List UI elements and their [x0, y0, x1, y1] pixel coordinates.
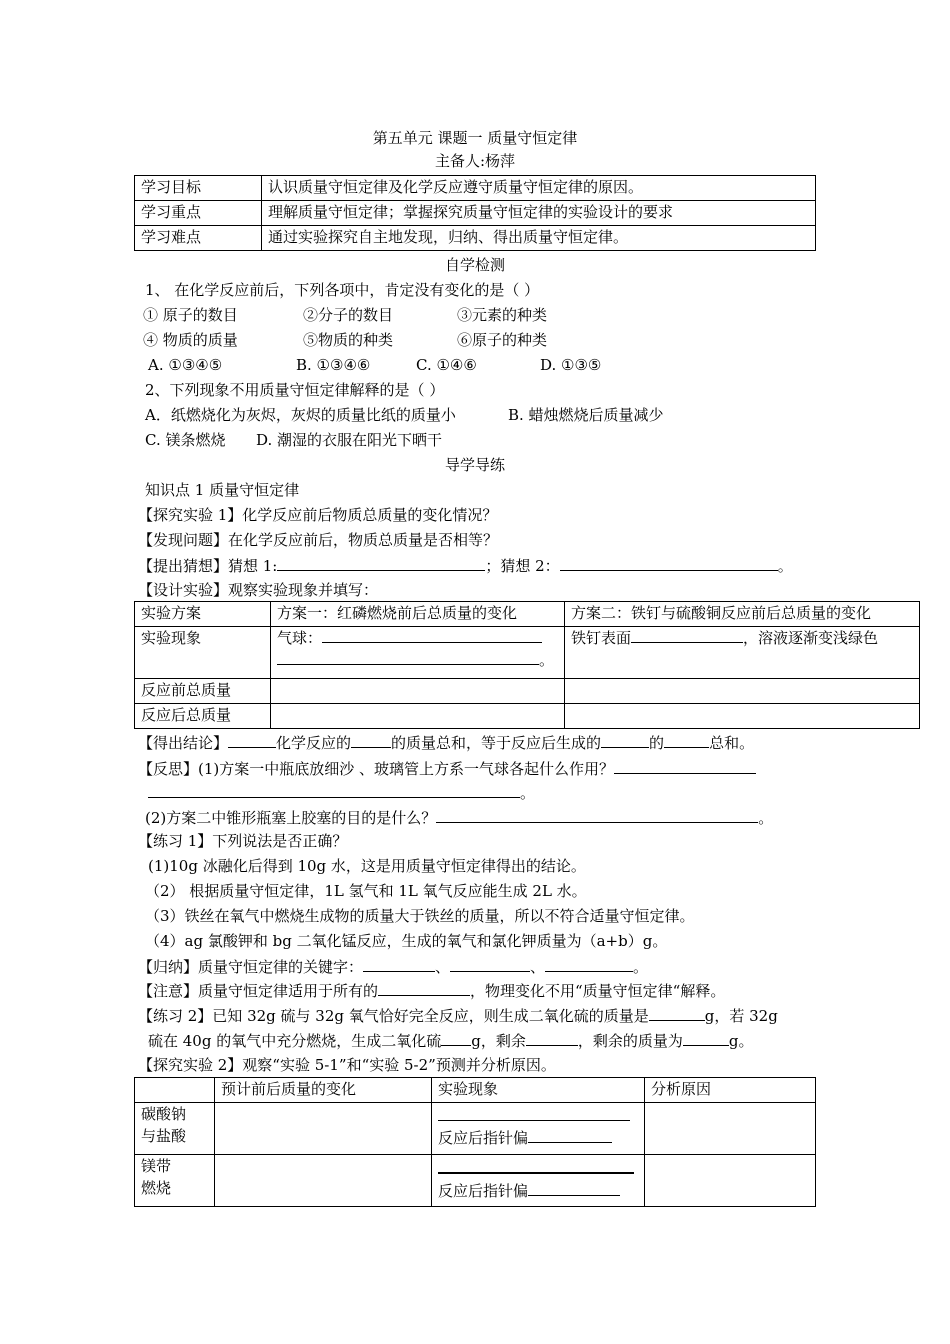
answer-blank[interactable]	[528, 1127, 612, 1143]
answer-blank[interactable]	[614, 758, 756, 774]
answer-blank[interactable]	[683, 1030, 729, 1046]
practice-text: ，剩余的质量为	[577, 1032, 683, 1050]
goal-text: 认识质量守恒定律及化学反应遵守质量守恒定律的原因。	[262, 176, 816, 201]
table-cell	[271, 627, 565, 679]
q1-option: D. ①③⑤	[540, 356, 602, 374]
guess-label: ；猜想 2：	[485, 557, 560, 575]
table-header: 分析原因	[645, 1078, 816, 1103]
note-text: ，物理变化不用“质量守恒定律“解释。	[470, 982, 726, 1000]
table-cell[interactable]	[271, 704, 565, 729]
table-row	[135, 1078, 816, 1103]
answer-blank[interactable]	[545, 956, 633, 972]
answer-blank[interactable]	[148, 782, 520, 798]
nail-label: ，溶液逐渐变浅绿色	[743, 629, 879, 647]
table-cell[interactable]	[271, 679, 565, 704]
goal-text: 理解质量守恒定律；掌握探究质量守恒定律的实验设计的要求	[262, 201, 816, 226]
q1-item: ②分子的数目	[303, 306, 394, 324]
knowledge-point: 知识点 1 质量守恒定律	[145, 481, 300, 499]
answer-blank[interactable]	[436, 807, 758, 823]
pointer-label: 反应后指针偏	[438, 1182, 529, 1200]
table-header: 方案一：红磷燃烧前后总质量的变化	[271, 602, 565, 627]
answer-blank[interactable]	[378, 980, 470, 996]
question-1: 1、 在化学反应前后，下列各项中，肯定没有变化的是（ ）	[145, 281, 540, 299]
practice-text: g。	[728, 1032, 754, 1050]
q1-option: C. ①④⑥	[416, 356, 477, 374]
goal-label: 学习重点	[135, 201, 262, 226]
table-cell[interactable]	[645, 1155, 816, 1207]
q2-option: B. 蜡烛燃烧后质量减少	[508, 406, 664, 424]
experiment-2-table	[134, 1077, 816, 1207]
table-cell[interactable]	[565, 704, 920, 729]
answer-blank[interactable]	[526, 1030, 578, 1046]
table-cell[interactable]	[215, 1155, 432, 1207]
page-title: 第五单元 课题一 质量守恒定律	[372, 129, 578, 147]
q2-option: C. 镁条燃烧	[145, 431, 226, 449]
row-label-text: 镁带	[141, 1157, 172, 1175]
answer-blank[interactable]	[649, 1005, 705, 1021]
punctuation: 、	[530, 958, 546, 976]
punctuation: 、	[435, 958, 451, 976]
punctuation: 。	[633, 958, 649, 976]
answer-blank[interactable]	[363, 956, 435, 972]
practice-text: g，若 32g	[704, 1007, 778, 1025]
practice-2-cont	[148, 1030, 753, 1051]
conclusion-text: 的质量总和，等于反应后生成的	[391, 734, 602, 752]
note-line	[138, 980, 725, 1001]
summary-text: 【归纳】质量守恒定律的关键字：	[138, 958, 364, 976]
answer-blank[interactable]	[228, 732, 276, 748]
practice-text: g，剩余	[471, 1032, 526, 1050]
practice-text: 硫在 40g 的氧气中充分燃烧，生成二氧化硫	[148, 1032, 442, 1050]
practice-item: （3）铁丝在氧气中燃烧生成物的质量大于铁丝的质量，所以不符合适量守恒定律。	[145, 907, 695, 925]
row-label-text: 与盐酸	[141, 1127, 187, 1145]
guess-label: 【提出猜想】猜想 1:	[138, 557, 278, 575]
row-label	[135, 1103, 215, 1155]
practice-item: (1)10g 冰融化后得到 10g 水，这是用质量守恒定律得出的结论。	[148, 857, 586, 875]
answer-blank[interactable]	[450, 956, 530, 972]
answer-blank[interactable]	[277, 649, 539, 665]
table-header: 方案二：铁钉与硫酸铜反应前后总质量的变化	[565, 602, 920, 627]
practice-item: （2） 根据质量守恒定律，1L 氢气和 1L 氧气反应能生成 2L 水。	[145, 882, 587, 900]
table-row	[135, 1155, 816, 1207]
conclusion-text: 总和。	[709, 734, 755, 752]
answer-blank[interactable]	[664, 732, 709, 748]
reflect-text: (2)方案二中锥形瓶塞上胶塞的目的是什么？	[145, 809, 437, 827]
problem-line: 【发现问题】在化学反应前后，物质总质量是否相等？	[138, 531, 499, 549]
practice-item: （4）ag 氯酸钾和 bg 二氧化锰反应，生成的氧气和氯化钾质量为（a+b）g。	[145, 932, 668, 950]
table-header: 实验现象	[432, 1078, 645, 1103]
table-header: 预计前后质量的变化	[215, 1078, 432, 1103]
answer-blank[interactable]	[277, 555, 485, 571]
table-row	[135, 1103, 816, 1155]
section-heading: 导学导练	[444, 456, 505, 474]
table-header: 实验方案	[135, 602, 271, 627]
conclusion-text: 化学反应的	[276, 734, 352, 752]
nail-label: 铁钉表面	[571, 629, 632, 647]
q1-item: ⑤物质的种类	[303, 331, 394, 349]
summary-line	[138, 956, 648, 977]
reflect-text: 【反思】(1)方案一中瓶底放细沙 、玻璃管上方系一气球各起什么作用？	[138, 760, 615, 778]
answer-blank[interactable]	[631, 627, 743, 643]
table-row	[135, 704, 920, 729]
note-text: 【注意】质量守恒定律适用于所有的	[138, 982, 379, 1000]
experiment-1: 【探究实验 1】化学反应前后物质总质量的变化情况？	[138, 506, 498, 524]
guess-line	[138, 555, 793, 576]
q1-item: ① 原子的数目	[143, 306, 238, 324]
table-row	[135, 201, 816, 226]
reflect-2	[145, 807, 773, 828]
experiment-2: 【探究实验 2】观察“实验 5-1”和“实验 5-2”预测并分析原因。	[138, 1056, 556, 1074]
answer-blank[interactable]	[601, 732, 649, 748]
row-label-text: 燃烧	[141, 1179, 172, 1197]
q1-item: ⑥原子的种类	[457, 331, 548, 349]
punctuation: 。	[777, 557, 793, 575]
table-cell[interactable]	[215, 1103, 432, 1155]
reflect-1-cont	[148, 782, 535, 803]
table-row	[135, 226, 816, 251]
punctuation: 。	[520, 784, 536, 802]
q1-option: A. ①③④⑤	[148, 356, 223, 374]
answer-blank[interactable]	[351, 732, 391, 748]
balloon-label: 气球：	[277, 629, 323, 647]
table-cell	[565, 627, 920, 679]
reflect-1	[138, 758, 756, 779]
experiment-table	[134, 601, 920, 729]
conclusion-line	[138, 732, 754, 753]
pointer-label: 反应后指针偏	[438, 1129, 529, 1147]
table-row	[135, 176, 816, 201]
row-label-text: 碳酸钠	[141, 1105, 187, 1123]
answer-blank[interactable]	[560, 555, 778, 571]
row-label: 反应后总质量	[135, 704, 271, 729]
q1-option: B. ①③④⑥	[296, 356, 371, 374]
table-cell	[432, 1155, 645, 1207]
punctuation: 。	[758, 809, 774, 827]
conclusion-text: 的	[649, 734, 665, 752]
answer-blank[interactable]	[438, 1155, 634, 1174]
row-label: 反应前总质量	[135, 679, 271, 704]
table-row	[135, 602, 920, 627]
goal-label: 学习目标	[135, 176, 262, 201]
answer-blank[interactable]	[441, 1030, 471, 1046]
table-cell[interactable]	[565, 679, 920, 704]
table-header	[135, 1078, 215, 1103]
table-row	[135, 679, 920, 704]
practice-2	[138, 1005, 778, 1026]
table-cell[interactable]	[645, 1103, 816, 1155]
author-line: 主备人:杨萍	[434, 152, 516, 170]
answer-blank[interactable]	[438, 1103, 630, 1121]
goals-table	[134, 175, 816, 251]
practice-text: 【练习 2】已知 32g 硫与 32g 氧气恰好完全反应，则生成二氧化硫的质量是	[138, 1007, 649, 1025]
conclusion-text: 【得出结论】	[138, 734, 229, 752]
q2-option: D. 潮湿的衣服在阳光下晒干	[256, 431, 443, 449]
answer-blank[interactable]	[322, 627, 542, 643]
row-label	[135, 1155, 215, 1207]
section-heading: 自学检测	[444, 256, 505, 274]
q2-option: A．纸燃烧化为灰烬，灰烬的质量比纸的质量小	[145, 406, 456, 424]
practice-1: 【练习 1】下列说法是否正确？	[138, 832, 348, 850]
q1-item: ③元素的种类	[457, 306, 548, 324]
q1-item: ④ 物质的质量	[143, 331, 238, 349]
answer-blank[interactable]	[528, 1180, 620, 1196]
punctuation: 。	[539, 651, 555, 669]
question-2: 2、下列现象不用质量守恒定律解释的是（ ）	[145, 381, 445, 399]
design-line: 【设计实验】观察实验现象并填写：	[138, 581, 379, 599]
table-row	[135, 627, 920, 679]
table-cell	[432, 1103, 645, 1155]
goal-label: 学习难点	[135, 226, 262, 251]
row-label: 实验现象	[135, 627, 271, 679]
goal-text: 通过实验探究自主地发现，归纳、得出质量守恒定律。	[262, 226, 816, 251]
